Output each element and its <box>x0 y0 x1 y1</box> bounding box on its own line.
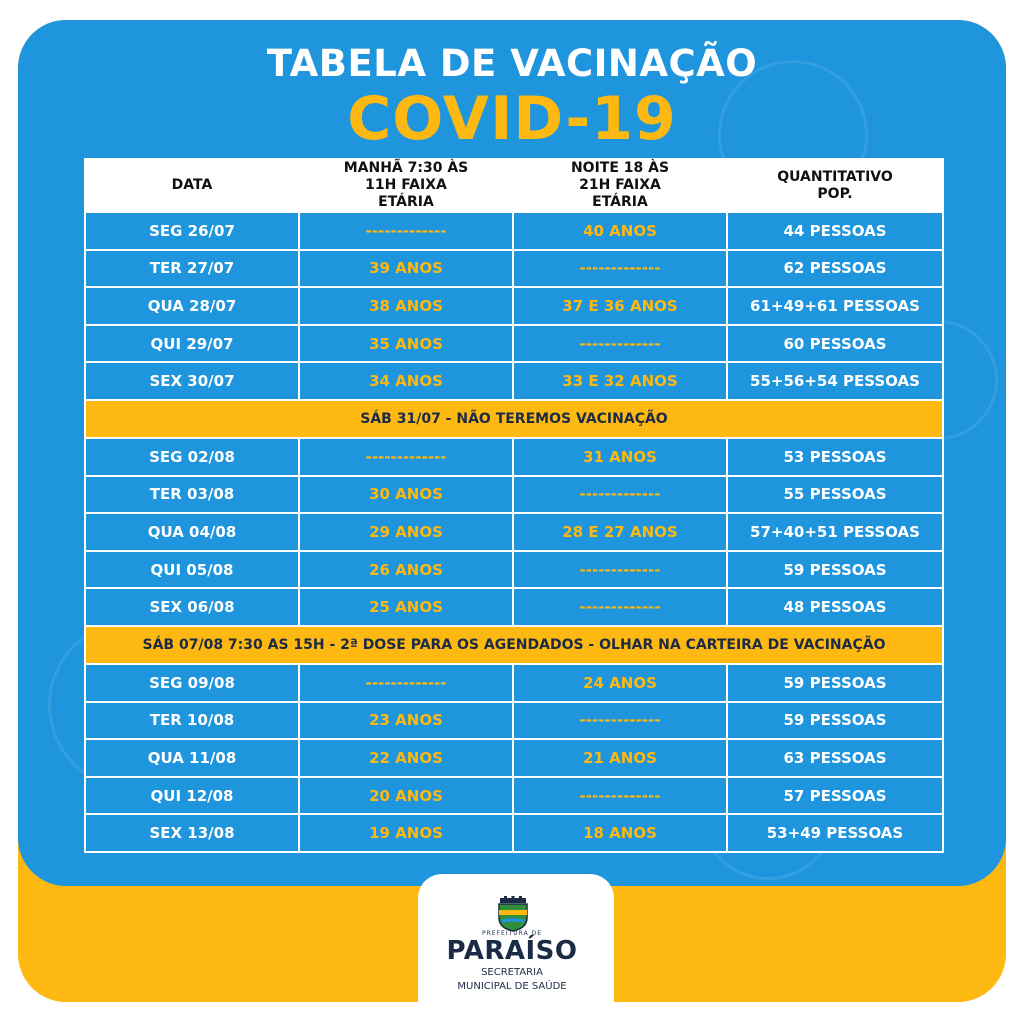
table-row <box>85 212 943 250</box>
table-header-row <box>85 159 943 212</box>
quantity-cell: 59 PESSOAS <box>727 664 943 702</box>
table-row <box>85 476 943 514</box>
date-cell: SEX 06/08 <box>85 588 299 626</box>
night-age-cell: 24 ANOS <box>513 664 727 702</box>
date-cell: QUA 28/07 <box>85 287 299 325</box>
table-row <box>85 814 943 852</box>
quantity-cell: 55 PESSOAS <box>727 476 943 514</box>
quantity-cell: 48 PESSOAS <box>727 588 943 626</box>
page-title: TABELA DE VACINAÇÃO <box>266 42 758 85</box>
table-row <box>85 664 943 702</box>
table-row <box>85 438 943 476</box>
quantity-cell: 62 PESSOAS <box>727 250 943 288</box>
date-cell: QUA 04/08 <box>85 513 299 551</box>
quantity-cell: 53 PESSOAS <box>727 438 943 476</box>
date-cell: QUI 29/07 <box>85 325 299 363</box>
quantity-cell: 63 PESSOAS <box>727 739 943 777</box>
morning-age-cell: ------------- <box>299 438 513 476</box>
date-cell: SEG 09/08 <box>85 664 299 702</box>
morning-age-cell: 19 ANOS <box>299 814 513 852</box>
night-age-cell: 18 ANOS <box>513 814 727 852</box>
night-age-cell: 37 E 36 ANOS <box>513 287 727 325</box>
date-cell: QUA 11/08 <box>85 739 299 777</box>
quantity-cell: 53+49 PESSOAS <box>727 814 943 852</box>
morning-age-cell: 38 ANOS <box>299 287 513 325</box>
night-age-cell: 40 ANOS <box>513 212 727 250</box>
night-age-cell: 31 ANOS <box>513 438 727 476</box>
morning-age-cell: 34 ANOS <box>299 362 513 400</box>
date-cell: TER 03/08 <box>85 476 299 514</box>
notice-banner-row <box>85 400 943 438</box>
column-header-manha: MANHÃ 7:30 ÀS 11H FAIXA ETÁRIA <box>299 159 513 212</box>
morning-age-cell: 35 ANOS <box>299 325 513 363</box>
night-age-cell: ------------- <box>513 551 727 589</box>
morning-age-cell: 30 ANOS <box>299 476 513 514</box>
date-cell: SEG 26/07 <box>85 212 299 250</box>
quantity-cell: 57+40+51 PESSOAS <box>727 513 943 551</box>
quantity-cell: 55+56+54 PESSOAS <box>727 362 943 400</box>
morning-age-cell: 20 ANOS <box>299 777 513 815</box>
column-header-noite: NOITE 18 ÀS 21H FAIXA ETÁRIA <box>513 159 727 212</box>
date-cell: SEX 13/08 <box>85 814 299 852</box>
column-header-quantitativo: QUANTITATIVO POP. <box>727 159 943 212</box>
date-cell: QUI 12/08 <box>85 777 299 815</box>
morning-age-cell: 23 ANOS <box>299 702 513 740</box>
crest-icon <box>496 896 530 932</box>
quantity-cell: 57 PESSOAS <box>727 777 943 815</box>
table-row <box>85 739 943 777</box>
morning-age-cell: ------------- <box>299 212 513 250</box>
night-age-cell: ------------- <box>513 250 727 288</box>
logo-department-line2: MUNICIPAL DE SAÚDE <box>457 981 567 992</box>
night-age-cell: ------------- <box>513 777 727 815</box>
night-age-cell: 33 E 32 ANOS <box>513 362 727 400</box>
table-row <box>85 777 943 815</box>
morning-age-cell: 26 ANOS <box>299 551 513 589</box>
notice-banner: SÁB 07/08 7:30 AS 15H - 2ª DOSE PARA OS AGENDADOS - OLHAR NA CARTEIRA DE VACINAÇÃO <box>85 626 943 664</box>
logo-tagline: PREFEITURA DE <box>482 930 542 937</box>
table-row <box>85 702 943 740</box>
table-row <box>85 362 943 400</box>
night-age-cell: ------------- <box>513 325 727 363</box>
column-header-data: DATA <box>85 159 299 212</box>
page-subtitle: COVID-19 <box>347 84 677 154</box>
table-row <box>85 250 943 288</box>
night-age-cell: ------------- <box>513 588 727 626</box>
notice-banner: SÁB 31/07 - NÃO TEREMOS VACINAÇÃO <box>85 400 943 438</box>
quantity-cell: 44 PESSOAS <box>727 212 943 250</box>
date-cell: TER 27/07 <box>85 250 299 288</box>
quantity-cell: 59 PESSOAS <box>727 551 943 589</box>
notice-banner-row <box>85 626 943 664</box>
morning-age-cell: 22 ANOS <box>299 739 513 777</box>
logo-department-line1: SECRETARIA <box>481 967 543 978</box>
morning-age-cell: 39 ANOS <box>299 250 513 288</box>
quantity-cell: 59 PESSOAS <box>727 702 943 740</box>
morning-age-cell: 29 ANOS <box>299 513 513 551</box>
table-row <box>85 287 943 325</box>
table-row <box>85 551 943 589</box>
date-cell: SEG 02/08 <box>85 438 299 476</box>
morning-age-cell: ------------- <box>299 664 513 702</box>
morning-age-cell: 25 ANOS <box>299 588 513 626</box>
night-age-cell: 21 ANOS <box>513 739 727 777</box>
night-age-cell: ------------- <box>513 476 727 514</box>
table-row <box>85 325 943 363</box>
quantity-cell: 61+49+61 PESSOAS <box>727 287 943 325</box>
table-row <box>85 588 943 626</box>
vaccination-table <box>84 158 944 853</box>
date-cell: TER 10/08 <box>85 702 299 740</box>
logo-name: PARAÍSO <box>446 936 578 966</box>
table-row <box>85 513 943 551</box>
night-age-cell: ------------- <box>513 702 727 740</box>
date-cell: QUI 05/08 <box>85 551 299 589</box>
date-cell: SEX 30/07 <box>85 362 299 400</box>
quantity-cell: 60 PESSOAS <box>727 325 943 363</box>
night-age-cell: 28 E 27 ANOS <box>513 513 727 551</box>
